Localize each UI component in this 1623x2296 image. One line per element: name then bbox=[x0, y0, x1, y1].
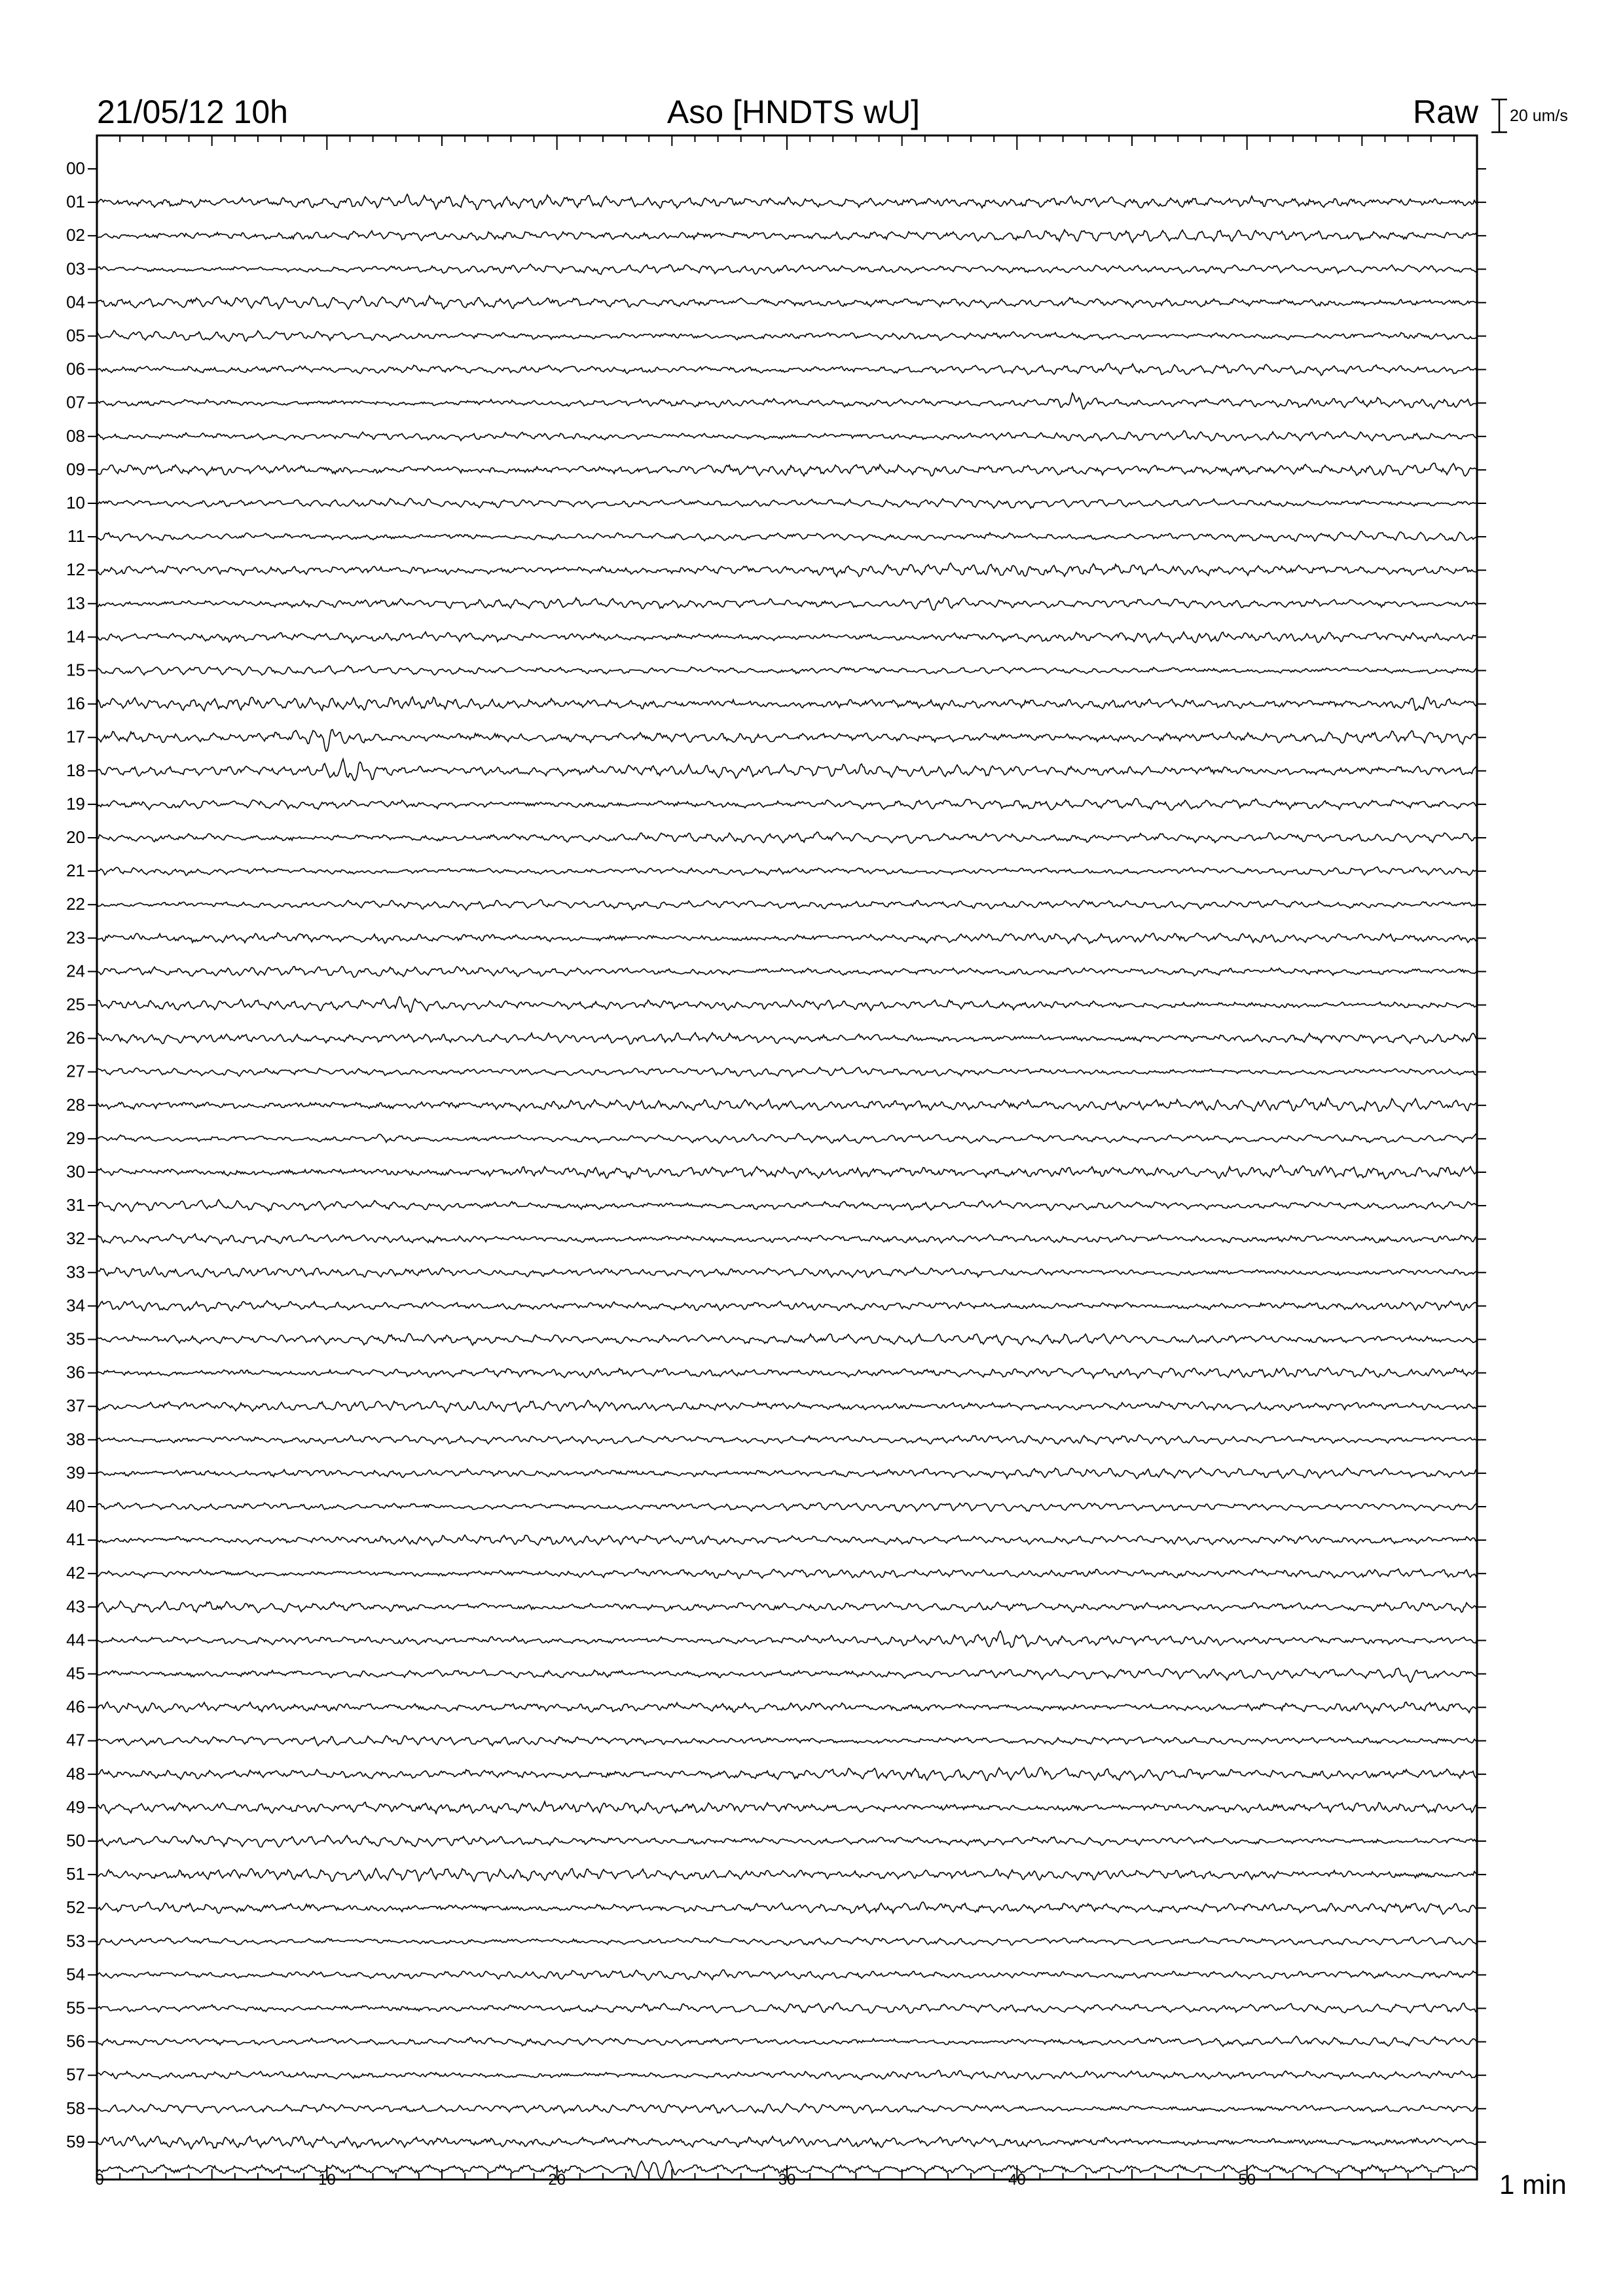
x-tick-label: 20 bbox=[548, 2171, 566, 2189]
trace-line bbox=[97, 1368, 1477, 1378]
trace-line bbox=[97, 2136, 1477, 2149]
trace-line bbox=[97, 264, 1477, 275]
row-label: 28 bbox=[66, 1094, 85, 1115]
mode-label: Raw bbox=[1412, 94, 1478, 130]
row-label: 02 bbox=[66, 225, 85, 245]
trace-line bbox=[97, 1902, 1477, 1914]
row-label: 19 bbox=[66, 793, 85, 814]
row-labels bbox=[66, 158, 1486, 2151]
trace-line bbox=[97, 331, 1477, 342]
x-tick-label: 50 bbox=[1238, 2171, 1256, 2189]
row-label: 59 bbox=[66, 2131, 85, 2151]
trace-line bbox=[97, 1601, 1477, 1613]
row-label: 49 bbox=[66, 1797, 85, 1817]
row-label: 10 bbox=[66, 493, 85, 512]
trace-line bbox=[97, 1134, 1477, 1143]
trace-line bbox=[97, 431, 1477, 441]
trace-line bbox=[97, 1033, 1477, 1045]
trace-line bbox=[97, 997, 1477, 1013]
trace-line bbox=[97, 1869, 1477, 1882]
trace-line bbox=[97, 1631, 1477, 1647]
row-label: 31 bbox=[66, 1195, 85, 1215]
row-label: 56 bbox=[66, 2031, 85, 2051]
trace-line bbox=[97, 1234, 1477, 1244]
row-label: 32 bbox=[66, 1229, 85, 1249]
row-label: 12 bbox=[66, 560, 85, 580]
row-label: 03 bbox=[66, 259, 85, 279]
row-label: 40 bbox=[66, 1496, 85, 1516]
row-label: 34 bbox=[66, 1295, 85, 1316]
trace-line bbox=[97, 666, 1477, 675]
row-label: 26 bbox=[66, 1028, 85, 1048]
row-label: 30 bbox=[66, 1162, 85, 1181]
trace-line bbox=[97, 1067, 1477, 1077]
row-label: 15 bbox=[66, 660, 85, 680]
row-label: 04 bbox=[66, 292, 85, 312]
row-label: 06 bbox=[66, 359, 85, 379]
trace-line bbox=[97, 730, 1477, 751]
row-label: 48 bbox=[66, 1763, 85, 1784]
row-label: 17 bbox=[66, 726, 85, 747]
x-axis-unit-label: 1 min bbox=[1499, 2169, 1567, 2200]
row-label: 35 bbox=[66, 1329, 85, 1349]
row-label: 43 bbox=[66, 1596, 85, 1617]
row-label: 47 bbox=[66, 1730, 85, 1750]
row-label: 55 bbox=[66, 1998, 85, 2018]
datetime-label: 21/05/12 10h bbox=[97, 94, 288, 130]
trace-line bbox=[97, 1267, 1477, 1278]
trace-line bbox=[97, 2104, 1477, 2113]
row-label: 24 bbox=[66, 961, 85, 981]
trace-line bbox=[97, 498, 1477, 508]
amplitude-scale-bar bbox=[1491, 99, 1507, 132]
trace-line bbox=[97, 1200, 1477, 1211]
row-label: 52 bbox=[66, 1897, 85, 1918]
row-label: 57 bbox=[66, 2064, 85, 2085]
trace-line bbox=[97, 1334, 1477, 1346]
trace-line bbox=[97, 463, 1477, 476]
trace-line bbox=[97, 1535, 1477, 1545]
trace-line bbox=[97, 194, 1477, 209]
row-label: 46 bbox=[66, 1696, 85, 1717]
trace-line bbox=[97, 2003, 1477, 2013]
row-label: 53 bbox=[66, 1931, 85, 1951]
trace-line bbox=[97, 759, 1477, 781]
trace-line bbox=[97, 867, 1477, 876]
trace-line bbox=[97, 1767, 1477, 1780]
trace-line bbox=[97, 1503, 1477, 1512]
row-label: 29 bbox=[66, 1128, 85, 1148]
trace-line bbox=[97, 1435, 1477, 1444]
trace-line bbox=[97, 1165, 1477, 1179]
trace-line bbox=[97, 2070, 1477, 2080]
row-label: 58 bbox=[66, 2098, 85, 2118]
trace-line bbox=[97, 393, 1477, 409]
trace-line bbox=[97, 1736, 1477, 1746]
x-tick-label: 40 bbox=[1008, 2171, 1026, 2189]
trace-line bbox=[97, 2036, 1477, 2047]
trace-line bbox=[97, 1802, 1477, 1814]
row-label: 38 bbox=[66, 1429, 85, 1449]
x-tick-label: 10 bbox=[318, 2171, 336, 2189]
amplitude-scale-label: 20 um/s bbox=[1510, 107, 1568, 125]
trace-line bbox=[97, 598, 1477, 610]
row-label: 51 bbox=[66, 1864, 85, 1884]
trace-line bbox=[97, 1668, 1477, 1683]
station-title: Aso [HNDTS wU] bbox=[666, 94, 921, 130]
trace-line bbox=[97, 1401, 1477, 1412]
row-label: 37 bbox=[66, 1395, 85, 1416]
trace-line bbox=[97, 1835, 1477, 1847]
row-label: 36 bbox=[66, 1362, 85, 1382]
row-label: 41 bbox=[66, 1530, 85, 1550]
trace-line bbox=[97, 296, 1477, 309]
row-label: 11 bbox=[67, 526, 85, 547]
row-label: 27 bbox=[66, 1061, 85, 1081]
row-label: 33 bbox=[66, 1262, 85, 1282]
seismic-traces bbox=[97, 194, 1477, 2179]
row-label: 42 bbox=[66, 1563, 85, 1583]
row-label: 13 bbox=[66, 593, 85, 613]
row-label: 05 bbox=[66, 325, 85, 346]
row-label: 45 bbox=[66, 1663, 85, 1683]
row-label: 22 bbox=[66, 894, 85, 914]
trace-line bbox=[97, 632, 1477, 643]
trace-line bbox=[97, 798, 1477, 810]
trace-line bbox=[97, 1300, 1477, 1311]
trace-line bbox=[97, 697, 1477, 711]
trace-line bbox=[97, 967, 1477, 978]
trace-line bbox=[97, 1468, 1477, 1479]
row-label: 00 bbox=[66, 158, 85, 178]
row-label: 14 bbox=[66, 626, 85, 647]
trace-line bbox=[97, 1937, 1477, 1945]
row-label: 54 bbox=[66, 1964, 85, 1984]
row-label: 25 bbox=[66, 994, 85, 1014]
minute-ticks bbox=[97, 135, 1477, 2179]
row-label: 23 bbox=[66, 927, 85, 948]
row-label: 20 bbox=[66, 827, 85, 847]
trace-line bbox=[97, 1702, 1477, 1713]
row-label: 18 bbox=[66, 760, 85, 780]
row-label: 50 bbox=[66, 1831, 85, 1850]
trace-line bbox=[97, 531, 1477, 541]
trace-line bbox=[97, 933, 1477, 944]
trace-line bbox=[97, 363, 1477, 375]
trace-line bbox=[97, 900, 1477, 910]
row-label: 39 bbox=[66, 1462, 85, 1482]
plot-frame bbox=[97, 135, 1477, 2179]
row-label: 21 bbox=[66, 861, 85, 881]
x-tick-label: 0 bbox=[95, 2171, 104, 2189]
trace-line bbox=[97, 563, 1477, 577]
row-label: 16 bbox=[66, 693, 85, 713]
row-label: 07 bbox=[66, 392, 85, 412]
row-label: 01 bbox=[66, 192, 85, 212]
trace-line bbox=[97, 230, 1477, 242]
row-label: 08 bbox=[66, 425, 85, 446]
trace-line bbox=[97, 1098, 1477, 1111]
row-label: 44 bbox=[66, 1630, 85, 1650]
x-tick-label: 30 bbox=[778, 2171, 796, 2189]
trace-line bbox=[97, 1569, 1477, 1579]
trace-line bbox=[97, 832, 1477, 843]
trace-line bbox=[97, 1970, 1477, 1981]
row-label: 09 bbox=[66, 459, 85, 479]
